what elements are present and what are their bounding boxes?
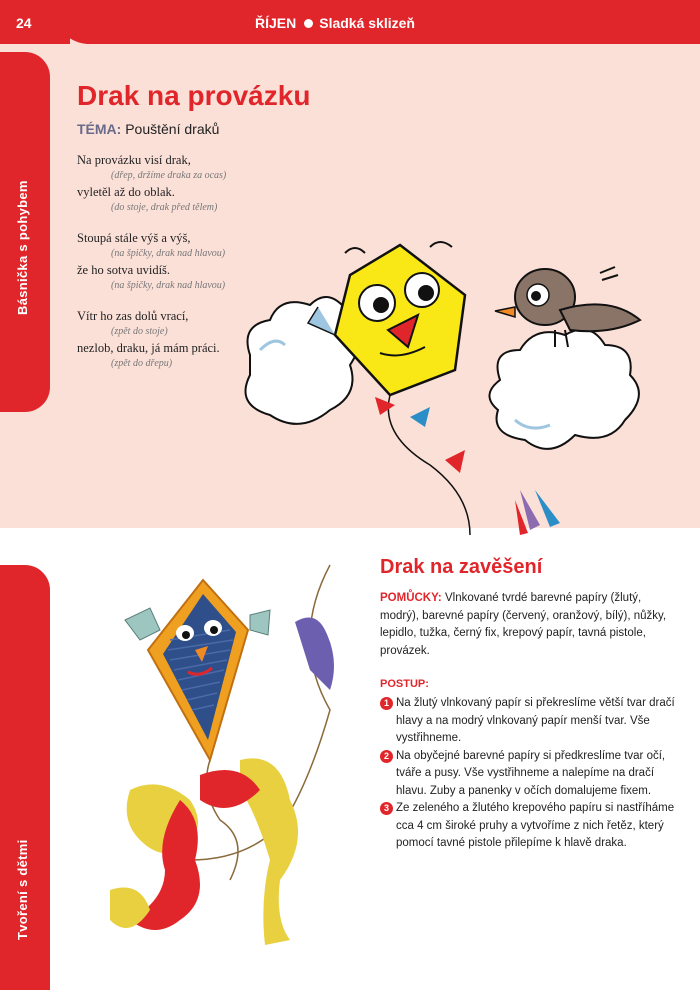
poem-stanza <box>77 152 317 216</box>
step-text: Na obyčejné barevné papíry si předkreslíme tvar očí, tváře a pusy. Vše vystřihneme a nalepíme na dračí hlavu. Zuby a panenky v očích domalujeme fixem. <box>396 749 666 797</box>
tema-line <box>77 121 219 137</box>
materials-text: Vlnkované tvrdé barevné papíry (žlutý, modrý), barevné papíry (červený, oranžový, bílý), nůžky, lepidlo, tužka, černý fix, krepový papír, tavná pistole, provázek. <box>380 592 667 657</box>
poem-line: nezlob, draku, já mám práci. <box>77 341 220 355</box>
poem-note: (na špičky, drak nad hlavou) <box>111 248 226 259</box>
materials-label: POMŮCKY: <box>380 592 442 604</box>
page-number: 24 <box>16 15 32 31</box>
step-number-badge: 1 <box>380 697 393 710</box>
procedure-step <box>380 748 680 801</box>
step-number-badge: 2 <box>380 750 393 763</box>
side-label-top: Básnička s pohybem <box>15 180 30 315</box>
craft-title: Drak na zavěšení <box>380 556 543 578</box>
procedure-label: POSTUP: <box>380 678 429 690</box>
poem-note: (do stoje, drak před tělem) <box>111 202 218 213</box>
poem-line: Vítr ho zas dolů vrací, <box>77 309 189 323</box>
materials-paragraph <box>380 590 680 660</box>
header-dot-icon <box>304 19 313 28</box>
kite-craft-photo <box>70 560 370 980</box>
procedure-step <box>380 800 680 853</box>
tema-value: Pouštění draků <box>125 121 220 137</box>
side-label-bottom: Tvoření s dětmi <box>15 839 30 940</box>
poem-line: vyletěl až do oblak. <box>77 185 175 199</box>
step-text: Na žlutý vlnkovaný papír si překreslíme větší tvar dračí hlavy a na modrý vlnkovaný papír menší tvar. Vše vystřihneme. <box>396 697 675 744</box>
poem-note: (na špičky, drak nad hlavou) <box>111 280 226 291</box>
poem-line: že ho sotva uvidíš. <box>77 263 171 277</box>
procedure-steps <box>380 695 680 853</box>
poem-note: (zpět do dřepu) <box>111 358 173 369</box>
poem-line: Na provázku visí drak, <box>77 153 191 167</box>
header-title <box>255 15 415 31</box>
tema-label: TÉMA: <box>77 121 122 137</box>
poem-note: (dřep, držíme draka za ocas) <box>111 170 227 181</box>
kite-bird-illustration <box>230 235 680 535</box>
poem-note: (zpět do stoje) <box>111 326 168 337</box>
step-number-badge: 3 <box>380 802 393 815</box>
header-month: ŘÍJEN <box>255 15 297 31</box>
step-text: Ze zeleného a žlutého krepového papíru si nastříháme cca 4 cm široké pruhy a vytvoříme z nich řetěz, který pomocí tavné pistole přilepíme k hlavě draka. <box>396 802 675 849</box>
poem-line: Stoupá stále výš a výš, <box>77 231 191 245</box>
procedure-step <box>380 695 680 748</box>
poem-title: Drak na provázku <box>77 80 311 111</box>
header-section: Sladká sklizeň <box>319 15 415 31</box>
header-bar <box>60 0 700 44</box>
